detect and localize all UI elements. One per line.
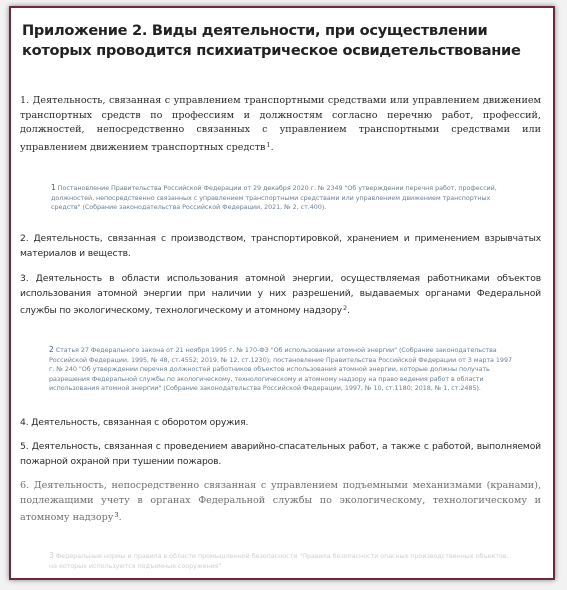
item-text: 2. Деятельность, связанная с производством, транспортировкой, хранением и применением взрывчатых материалов и веществ.	[20, 233, 541, 259]
page-title: Приложение 2. Виды деятельности, при осуществлении которых проводится психиатрическое освидетельствование	[22, 22, 521, 59]
list-item	[20, 416, 541, 431]
list-item	[20, 232, 541, 261]
list-item: 6. Деятельность, непосредственно связанная с управлением подъемными механизмами (кранами), подлежащими учету в органах Федеральной службы по экологическому, технологическому и атомному надзору$^3$.	[20, 480, 541, 523]
footnote-text: Статья 27 Федерального закона от 21 ноября 1995 г. № 170-ФЗ "Об использовании атомной энергии" (Собрание законодательства Российской Федерации, 1995, № 48, ст.4552; 2019, № 12, ст.1230); постановление Правительства Российской Федерации от 3 марта 1997 г. № 240 "Об утверждении перечня должностей работников объектов использования атомной энергии, которые должны получать разрешения Федеральной службы по экологическому, технологическому и атомному надзору на право ведения работ в области использования атомной энергии" (Собрание законодательства Российской Федерации, 1997, № 10, ст.1180; 2018, № 1, ст.2485).	[49, 346, 512, 393]
document-page	[9, 6, 555, 580]
item-text: 6. Деятельность, непосредственно связанная с управлением подъемными механизмами (кранами), подлежащими учету в органах Федеральной службы по экологическому, технологическому и атомному надзору	[20, 480, 541, 523]
footnote-mark: 2	[49, 345, 54, 354]
list-item: 1. Деятельность, связанная с управлением транспортными средствами или управлением движением транспортных средств по профессиям и должностям согласно перечню работ, профессий, должностей, непосредственно связанных с управлением транспортными средствами или управлением движением транспортных средств$^1$.	[20, 95, 541, 153]
footnote-text: Федеральные нормы и правила в области промышленной безопасности "Правила безопасности опасных производственных объектов, на которых используются подъемные сооружения"	[49, 552, 509, 570]
footnote	[49, 551, 514, 571]
footnote-ref-link[interactable]: 1	[266, 140, 271, 149]
item-text: 5. Деятельность, связанная с проведением аварийно-спасательных работ, а также с работой, выполняемой пожарной охраной при тушении пожаров.	[20, 441, 541, 467]
list-item	[20, 440, 541, 469]
footnote	[51, 183, 516, 213]
footnote-ref-link[interactable]: 3	[114, 511, 119, 519]
footnote	[49, 345, 514, 394]
footnote-mark: 3	[49, 551, 54, 560]
item-text: 1. Деятельность, связанная с управлением транспортными средствами или управлением движением транспортных средств по профессиям и должностям согласно перечню работ, профессий, должностей, непосредственно связанных с управлением транспортными средствами или управлением движением транспортных средств	[20, 95, 541, 153]
item-text: 4. Деятельность, связанная с оборотом оружия.	[20, 417, 249, 428]
list-item: 3. Деятельность в области использования атомной энергии, осуществляемая работниками объектов использования атомной энергии при наличии у них разрешений, выдаваемых органами Федеральной службы по экологическому, технологическому и атомному надзору$^2$.	[20, 273, 541, 316]
item-text: 3. Деятельность в области использования атомной энергии, осуществляемая работниками объектов использования атомной энергии при наличии у них разрешений, выдаваемых органами Федеральной службы по экологическому, технологическому и атомному надзору	[20, 273, 541, 316]
footnote-text: Постановление Правительства Российской Федерации от 29 декабря 2020 г. № 2349 "Об утверждении перечня работ, профессий, должностей, непосредственно связанных с управлением транспортными средствами или управлением движением транспортных средств" (Собрание законодательства Российской Федерации, 2021, № 2, ст.400).	[51, 184, 497, 212]
footnote-ref-link[interactable]: 2	[342, 304, 347, 312]
footnote-mark: 1	[51, 183, 56, 192]
